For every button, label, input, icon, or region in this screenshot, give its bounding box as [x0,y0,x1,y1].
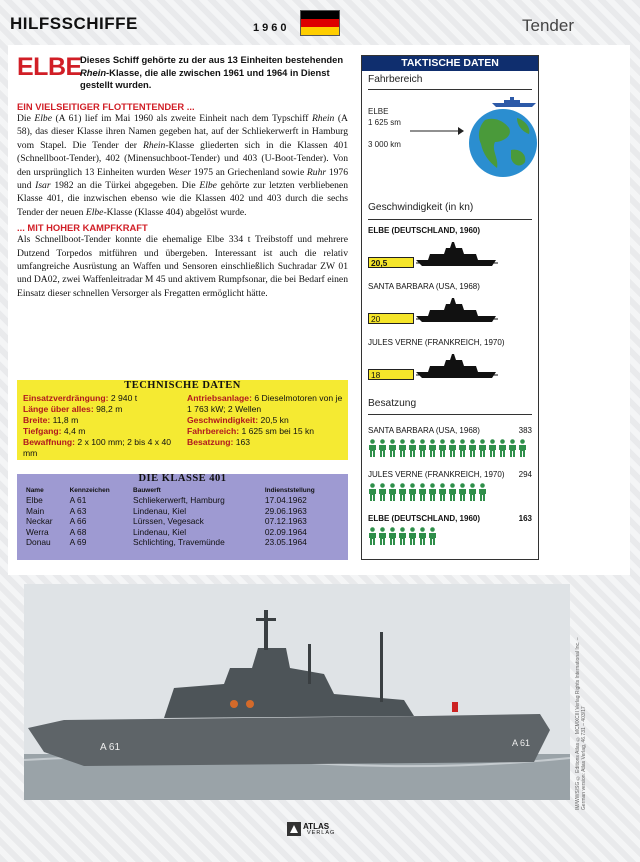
table-header: Kennzeichen [69,487,110,494]
crew-ship-name: JULES VERNE (FRANKREICH, 1970) [368,470,505,479]
range-km: 3 000 km [368,140,401,149]
sailor-icon [398,527,407,545]
tech-label: Breite: [23,415,53,425]
warship-silhouette-icon [416,352,498,378]
sailor-icon [368,439,377,457]
sailor-icon [428,527,437,545]
sailor-icon [448,439,457,457]
section1-text: Die Elbe (A 61) lief im Mai 1960 als zweite Einheit nach dem Typschiff Rhein (A 58), das dieser Klasse ihren Namen gegeben hat, auf der Schliekerwerft in Hamburg vom Stapel. Die Tender der Rhein-Klasse gliederten sich in die Klassen 401 (Schnellboot-Tender), 402 (Minensuchboot-Tender) und 403 (U-Boot-Tender). Von den ursprünglich 13 Einheiten wurden Weser 1975 an Griechenland sowie Ruhr 1976 und Isar 1982 an die Türkei abgegeben. Die Elbe gehörte zur letzten verbliebenen Klasse 401, die inzwischen ebenso wie die Klassen 402 und 403 durch die sechs Tender der neuen Elbe-Klasse (Klasse 404) abgelöst wurde. [17,113,349,218]
technical-data-box [17,380,348,460]
crew-value: 294 [518,470,532,479]
speed-ship-name: ELBE (DEUTSCHLAND, 1960) [368,226,481,235]
table-cell: Schliekerwerft, Hamburg [133,495,225,505]
tactical-data-panel [361,55,539,560]
warship-silhouette-icon [416,240,498,266]
section1-heading: EIN VIELSEITIGER FLOTTENTENDER ... [17,101,195,112]
speed-value: 20,5 [368,257,414,268]
sailor-icon [518,439,527,457]
table-cell: Lindenau, Kiel [133,505,187,516]
divider [368,414,532,415]
globe-icon [465,98,539,184]
intro-text: Dieses Schiff gehörte zu der aus 13 Einheiten bestehenden Rhein-Klasse, die alle zwischen 1961 und 1964 in Dienst gestellt wurden. [80,54,344,91]
category-label: Tender [522,16,574,35]
tech-value: 98,2 m [96,404,123,414]
table-cell: A 69 [69,537,87,547]
tech-row [187,393,345,415]
table-cell: Werra [26,526,49,537]
tactical-data-title: TAKTISCHE DATEN [362,56,538,71]
crew-value: 383 [518,426,532,435]
sailor-icon [368,527,377,545]
divider [368,89,532,90]
ship-name: ELBE [17,53,82,81]
tech-value: 6 Dieselmotoren von je 1 763 kW; 2 Wellen [187,393,343,414]
tech-label: Fahrbereich: [187,426,242,436]
speed-value: 20 [368,313,414,324]
divider [368,219,532,220]
table-row [26,506,348,517]
table-cell: Elbe [26,495,43,505]
table-cell: A 63 [69,505,87,516]
crew-value: 163 [518,514,532,523]
tech-value: 2 x 100 mm; 2 bis 4 x 40 mm [23,437,172,458]
tech-label: Tiefgang: [23,426,64,436]
crew-ship-name: ELBE (DEUTSCHLAND, 1960) [368,514,481,523]
sailor-icon [408,527,417,545]
sailor-icon [478,439,487,457]
article [17,101,348,300]
ship-photo [24,584,570,800]
sailor-icon [388,439,397,457]
tech-value: 4,4 m [63,426,86,436]
tech-row [23,437,183,459]
technical-data-left [23,393,183,459]
table-cell: Main [26,505,45,516]
table-cell: 02.09.1964 [264,526,307,537]
tech-value: 163 [235,437,251,447]
range-label: Fahrbereich [368,74,423,85]
tech-label: Besatzung: [187,437,236,447]
tech-value: 2 940 t [110,393,138,403]
table-row [26,495,348,506]
tech-row [23,426,183,437]
class-401-box [17,474,348,560]
sailor-icon [418,439,427,457]
table-cell: 29.06.1963 [264,505,307,516]
year-label: 1960 [253,22,290,34]
speed-ship-name: JULES VERNE (FRANKREICH, 1970) [368,338,505,347]
technical-data-title: TECHNISCHE DATEN [124,380,241,391]
speed-value: 18 [368,369,414,380]
table-cell: A 61 [69,495,87,505]
table-cell: Lürssen, Vegesack [133,516,204,526]
table-cell: Neckar [26,516,53,526]
class-401-table [26,487,348,548]
sailor-icon [468,483,477,501]
table-cell: 23.05.1964 [264,537,307,547]
publisher-sub: VERLAG [307,830,336,836]
section2-text: Als Schnellboot-Tender konnte die ehemalige Elbe 334 t Treibstoff und mehrere Dutzend Torpedos mitführen und übergeben. Interessant ist auch die relativ umfangreiche Ausrüstung an Waffen und Sensoren einschließlich Suchradar ZW 01 und DA02, zwei Waffenleitradar M 45 und aktivem Rumpfsonar, die bei Bedarf einen Einsatz dieser schnellen Versorger als Fregatten ermöglicht hätte. [17,234,348,299]
tech-row [187,426,345,437]
table-header: Indienststellung [264,487,315,494]
sailor-icon [418,483,427,501]
hull-number-bow: A 61 [100,742,121,753]
publisher-brand: ATLAS [303,822,330,831]
sailor-icon [388,483,397,501]
speed-label: Geschwindigkeit (in kn) [368,202,474,213]
tech-value: 11,8 m [52,415,79,425]
class-401-title: DIE KLASSE 401 [138,473,227,484]
sailor-icon [468,439,477,457]
arrow-right-icon [408,126,464,136]
tech-row [187,437,345,448]
sailor-icon [368,483,377,501]
tech-label: Bewaffnung: [23,437,78,447]
sailor-icon [458,439,467,457]
atlas-logo-icon [287,822,301,836]
hull-number-stern: A 61 [512,738,531,748]
range-ship: ELBE [368,107,389,116]
sailor-icon [508,439,517,457]
table-cell: Donau [26,537,51,547]
sailor-icon [458,483,467,501]
sailor-icon [408,483,417,501]
tech-label: Länge über alles: [23,404,97,414]
tech-label: Geschwindigkeit: [187,415,261,425]
crew-ship-name: SANTA BARBARA (USA, 1968) [368,426,480,435]
sailor-icon [378,527,387,545]
german-flag-icon [300,10,340,36]
section2-heading: ... MIT HOHER KAMPFKRAFT [17,222,148,234]
table-cell: A 66 [69,516,87,526]
speed-ship-name: SANTA BARBARA (USA, 1968) [368,282,480,291]
sailor-icon [398,483,407,501]
crew-label: Besatzung [368,398,417,409]
table-row [26,537,348,548]
table-row [26,527,348,538]
sailor-icon [418,527,427,545]
tech-row [23,415,183,426]
tech-label: Einsatzverdrängung: [23,393,111,403]
sailor-icon [498,439,507,457]
table-cell: Lindenau, Kiel [133,526,187,537]
tech-value: 1 625 sm bei 15 kn [241,426,315,436]
warship-silhouette-icon [416,296,498,322]
range-sm: 1 625 sm [368,118,401,127]
section-title: HILFSSCHIFFE [10,14,138,33]
tech-label: Antriebsanlage: [187,393,255,403]
tech-row [23,404,183,415]
sailor-icon [408,439,417,457]
sailor-icon [438,483,447,501]
sailor-icon [428,439,437,457]
table-row [26,516,348,527]
sailor-icon [438,439,447,457]
technical-data-right [187,393,345,448]
table-header: Name [26,487,44,494]
sailor-icon [378,439,387,457]
sailor-icon [388,527,397,545]
sailor-icon [478,483,487,501]
sailor-icon [428,483,437,501]
tech-row [187,415,345,426]
sailor-icon [398,439,407,457]
table-header: Bauwerft [133,487,161,494]
sailor-icon [448,483,457,501]
table-cell: Schlichting, Travemünde [133,537,225,547]
table-cell: 17.04.1962 [264,495,307,505]
sailor-icon [378,483,387,501]
tech-row [23,393,183,404]
credit-text: IM/WWS/SG © Editions Atlas © MCMXCIII Verlag Rights International Inc. – German version: Atlas Verlag, 46.731 – 403/17 [575,637,587,810]
tech-value: 20,5 kn [260,415,289,425]
table-cell: 07.12.1963 [264,516,307,526]
table-cell: A 68 [69,526,87,537]
sailor-icon [488,439,497,457]
